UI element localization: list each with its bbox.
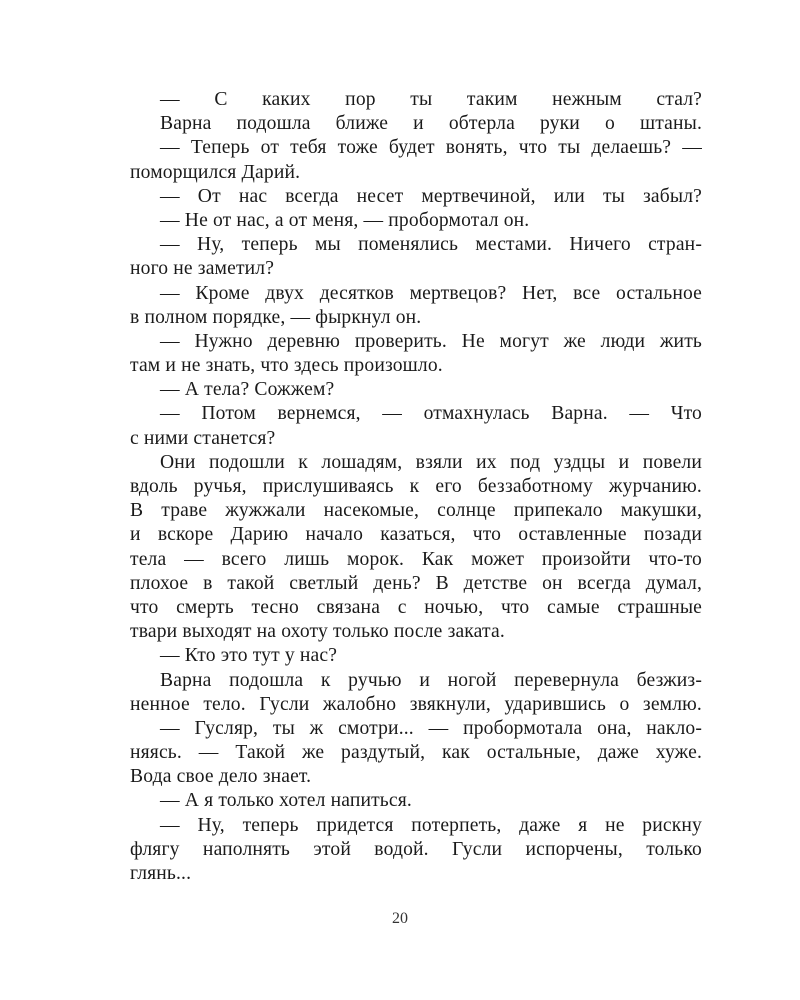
text-line: — Ну, теперь придется потерпеть, даже я не рискну — [160, 814, 702, 836]
text-line: там и не знать, что здесь произошло. — [130, 355, 443, 377]
text-line: — А я только хотел напиться. — [160, 790, 412, 812]
text-line: — А тела? Сожжем? — [160, 379, 335, 401]
text-line: плохое в такой светлый день? В детстве он всегда думал, — [130, 572, 702, 594]
text-line: Варна подошла ближе и обтерла руки о штаны. — [160, 113, 702, 135]
text-line: — Гусляр, ты ж смотри... — пробормотала она, накло- — [160, 717, 702, 739]
text-line: ного не заметил? — [130, 258, 275, 280]
text-line: Варна подошла к ручью и ногой перевернула безжиз- — [160, 669, 702, 691]
text-line: в полном порядке, — фыркнул он. — [130, 306, 422, 328]
text-line: твари выходят на охоту только после заката. — [130, 621, 505, 643]
page-text — [130, 88, 702, 886]
text-line: — Теперь от тебя тоже будет вонять, что ты делаешь? — — [160, 137, 702, 159]
text-line: и вскоре Дарию начало казаться, что оставленные позади — [130, 524, 702, 546]
text-line: что смерть тесно связана с ночью, что самые страшные — [130, 596, 702, 618]
text-line: — Кто это тут у нас? — [160, 645, 338, 667]
text-line: — Не от нас, а от меня, — пробормотал он. — [160, 209, 530, 231]
text-line: — Потом вернемся, — отмахнулась Варна. — Что — [160, 403, 702, 425]
text-line: Вода свое дело знает. — [130, 766, 312, 788]
text-line: Они подошли к лошадям, взяли их под уздцы и повели — [160, 451, 702, 473]
text-line: поморщился Дарий. — [130, 161, 301, 183]
text-line: флягу наполнять этой водой. Гусли испорчены, только — [130, 838, 702, 860]
page-number: 20 — [392, 910, 408, 927]
text-line: няясь. — Такой же раздутый, как остальные, даже хуже. — [130, 742, 702, 764]
text-line: — Нужно деревню проверить. Не могут же люди жить — [160, 330, 702, 352]
text-line: ненное тело. Гусли жалобно звякнули, ударившись о землю. — [130, 693, 702, 715]
text-line: тела — всего лишь морок. Как может произойти что-то — [130, 548, 702, 570]
text-line: В траве жужжали насекомые, солнце припекало макушки, — [130, 500, 702, 522]
text-line: глянь... — [130, 863, 192, 884]
text-line: — С каких пор ты таким нежным стал? — [160, 89, 702, 110]
text-line: — От нас всегда несет мертвечиной, или ты забыл? — [160, 185, 702, 207]
text-line: с ними станется? — [130, 427, 276, 449]
text-line: — Ну, теперь мы поменялись местами. Ничего стран- — [160, 234, 702, 256]
text-line: вдоль ручья, прислушиваясь к его беззаботному журчанию. — [130, 476, 702, 497]
text-line: — Кроме двух десятков мертвецов? Нет, все остальное — [160, 282, 702, 304]
